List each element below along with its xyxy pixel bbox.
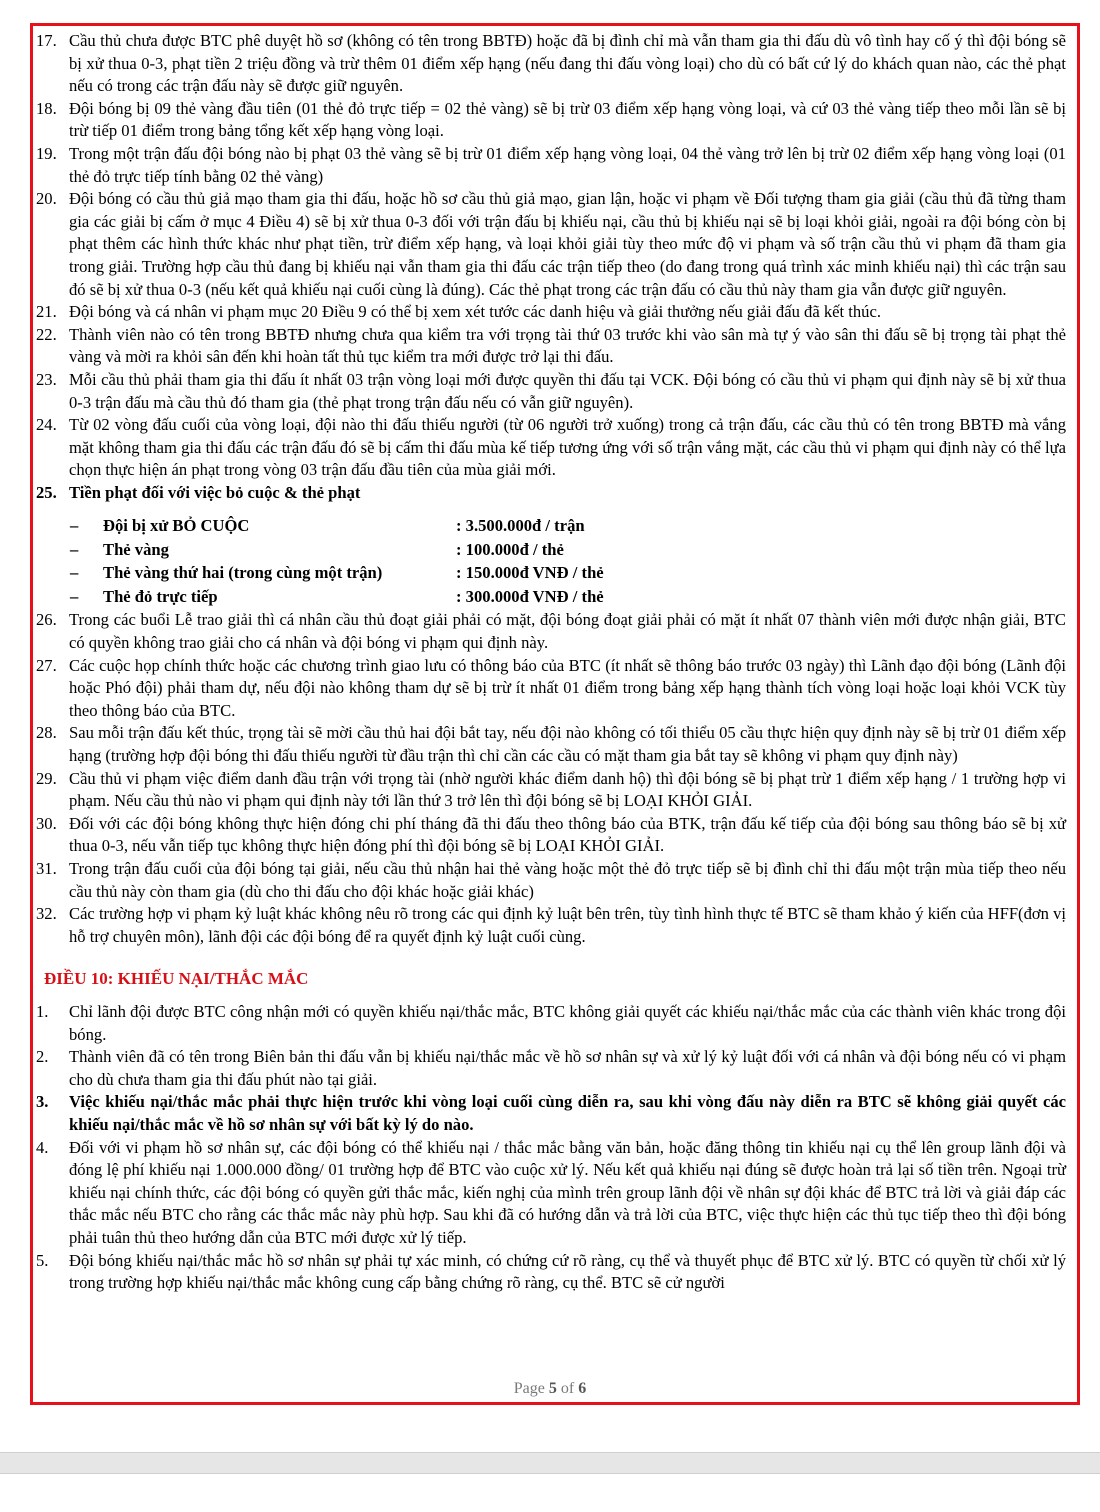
item-text: Chỉ lãnh đội được BTC công nhận mới có quyền khiếu nại/thắc mắc, BTC không giải quyết các khiếu nại/thắc mắc của các thành viên khác trong đội bóng. <box>69 1001 1066 1044</box>
item-number: 21. <box>36 302 57 322</box>
item-text: Đội bóng khiếu nại/thắc mắc hồ sơ nhân sự phải tự xác minh, có chứng cứ rõ ràng, cụ thể và thuyết phục để BTC xử lý. BTC có quyền từ chối xử lý trong trường hợp khiếu nại/thắc mắc không cung cấp bằng chứng rõ ràng, cụ thể. BTC sẽ cử người <box>69 1250 1066 1293</box>
list-item <box>36 98 1066 143</box>
list-item <box>36 414 1066 482</box>
fine-row <box>36 586 1066 610</box>
fine-label: Đội bị xử BỎ CUỘC <box>103 516 250 536</box>
list-item <box>36 1091 1066 1136</box>
item-number: 23. <box>36 369 57 389</box>
item-text: Các trường hợp vi phạm kỷ luật khác không nêu rõ trong các qui định kỷ luật bên trên, tùy tình hình thực tế BTC sẽ tham khảo ý kiến của HFF(đơn vị hỗ trợ chuyên môn), lãnh đội các đội bóng để ra quyết định kỷ luật cuối cùng. <box>69 904 1066 946</box>
item-text: Sau mỗi trận đấu kết thúc, trọng tài sẽ mời cầu thủ hai đội bắt tay, nếu đội nào không có tối thiểu 05 cầu thực hiện quy định này sẽ bị trừ 01 điểm xếp hạng (trường hợp đội bóng thi đấu thiếu người từ đầu trận thì chỉ cần các cầu có mặt tham gia bắt tay sẽ không vi phạm quy định này) <box>69 723 1066 766</box>
item-number: 32. <box>36 904 57 924</box>
item-text: Đối với các đội bóng không thực hiện đóng chi phí tháng đã thi đấu theo thông báo của BTK, trận đấu kế tiếp của đội bóng sau thông báo sẽ bị xử thua 0-3, nếu vẫn tiếp tục không thực hiện đóng phí thì đội bóng sẽ bị LOẠI KHỎI GIẢI. <box>69 813 1066 856</box>
of-word: of <box>560 1380 575 1397</box>
fine-amount: : 100.000đ / thẻ <box>456 539 564 559</box>
fine-label: Thẻ vàng thứ hai (trong cùng một trận) <box>103 563 383 583</box>
item-text: Trong các buổi Lễ trao giải thì cá nhân cầu thủ đoạt giải phải có mặt, đội bóng đoạt giải phải có mặt ít nhất 07 thành viên mới được nhận giải, BTC có quyền không trao giải cho cá nhân và đội bóng vi phạm qui định này. <box>69 610 1066 653</box>
item-text: Thành viên nào có tên trong BBTĐ nhưng chưa qua kiểm tra với trọng tài thứ 03 trước khi vào sân mà tự ý vào sân thi đấu sẽ bị trọng tài phạt thẻ vàng và mời ra khỏi sân đến khi hoàn tất thủ tục kiểm tra mới được trở lại thi đấu. <box>69 324 1066 367</box>
list-item <box>36 609 1066 654</box>
fine-row <box>36 515 1066 539</box>
item-text: Đối với vi phạm hồ sơ nhân sự, các đội bóng có thể khiếu nại / thắc mắc bằng văn bản, hoặc đăng thông tin khiếu nại cụ thể lên group lãnh đội và đóng lệ phí khiếu nại 1.000.000 đồng/ 01 trường hợp để BTC vào cuộc xử lý. Nếu kết quả khiếu nại đúng sẽ được hoàn trả lại số tiền trên. Ngoại trừ khiếu nại chính thức, các đội bóng có quyền gửi thắc mắc, kiến nghị của mình trên group lãnh đội về nhân sự đội khác để BTC trả lời và giải đáp các thắc mắc nếu BTC cho rằng các thắc mắc này phù hợp. Sau khi đã có hướng dẫn và trả lời của BTC, việc thực hiện các thủ tục tiếp theo thì đội bóng phải tuân thủ theo hướng dẫn của BTC mới được xử lý tiếp. <box>69 1137 1066 1247</box>
page-footer <box>0 1380 1100 1398</box>
fine-row <box>36 539 1066 563</box>
page-number: 5 <box>548 1380 557 1397</box>
fine-amount: : 150.000đ VNĐ / thẻ <box>456 563 604 583</box>
item-text: Mỗi cầu thủ phải tham gia thi đấu ít nhất 03 trận vòng loại mới được quyền thi đấu tại VCK. Đội bóng có cầu thủ vi phạm qui định này sẽ bị xử thua 0-3 trận đấu mà cầu thủ đó tham gia (thẻ phạt trong trận đấu nếu có vẫn giữ nguyên). <box>69 369 1066 412</box>
list-item <box>36 324 1066 369</box>
list-item <box>36 1046 1066 1091</box>
item-text: Đội bóng có cầu thủ giả mạo tham gia thi đấu, hoặc hồ sơ cầu thủ giả mạo, gian lận, hoặc vi phạm về Đối tượng tham gia giải (cầu thủ đã từng tham gia các giải bị cấm ở mục 4 Điều 4) sẽ bị xử thua 0-3 đối với trận đấu bị khiếu nại, cầu thủ bị khiếu nại sẽ bị loại khỏi giải, ngoài ra đội bóng còn bị phạt thêm các hình thức khác như phạt tiền, trừ điểm xếp hạng, và loại khỏi giải tùy theo mức độ vi phạm và số trận cầu thủ vi phạm đã tham gia trong giải. Trường hợp cầu thủ đang bị khiếu nại vẫn tham gia thi đấu các trận tiếp theo (do đang trong quá trình xác minh khiếu nại) thì các trận sau đó sẽ bị xử thua 0-3 (nếu kết quả khiếu nại cuối cùng là đúng). Các thẻ phạt trong các trận đấu có cầu thủ này tham gia vẫn được giữ nguyên. <box>69 189 1066 299</box>
item-number: 5. <box>36 1250 49 1270</box>
item-number: 20. <box>36 189 57 209</box>
item-number: 17. <box>36 31 57 50</box>
item-text: Đội bóng và cá nhân vi phạm mục 20 Điều 9 có thể bị xem xét tước các danh hiệu và giải thưởng nếu giải đấu đã kết thúc. <box>69 302 881 322</box>
fine-label: Thẻ vàng <box>103 539 169 559</box>
list-item <box>36 768 1066 813</box>
list-item <box>36 722 1066 767</box>
item-number: 18. <box>36 98 57 118</box>
item-text: Đội bóng bị 09 thẻ vàng đầu tiên (01 thẻ đỏ trực tiếp = 02 thẻ vàng) sẽ bị trừ 03 điểm xếp hạng vòng loại, và cứ 03 thẻ vàng tiếp theo mỗi lần sẽ bị trừ tiếp 01 điểm trong bảng tổng kết xếp hạng vòng loại. <box>69 98 1066 141</box>
item-number: 3. <box>36 1092 49 1112</box>
list-item <box>36 858 1066 903</box>
item-number: 22. <box>36 324 57 344</box>
page-total: 6 <box>578 1380 587 1397</box>
fine-dash: – <box>70 516 79 536</box>
list-item <box>36 30 1066 98</box>
item-text: Trong một trận đấu đội bóng nào bị phạt 03 thẻ vàng sẽ bị trừ 01 điểm xếp hạng vòng loại, 04 thẻ vàng trở lên bị trừ 02 điểm xếp hạng vòng loại (01 thẻ đỏ trực tiếp tính bằng 02 thẻ vàng) <box>69 143 1066 186</box>
fine-amount: : 300.000đ VNĐ / thẻ <box>456 586 604 606</box>
list-item <box>36 188 1066 301</box>
document-body <box>36 30 1066 1295</box>
list-item <box>36 813 1066 858</box>
list-item <box>36 655 1066 723</box>
rules-list-part-1 <box>36 30 1066 504</box>
item-number: 4. <box>36 1137 49 1157</box>
rules-list-part-2 <box>36 609 1066 948</box>
fine-dash: – <box>70 586 79 606</box>
item-number: 28. <box>36 723 57 743</box>
item-text: Các cuộc họp chính thức hoặc các chương trình giao lưu có thông báo của BTC (ít nhất sẽ thông báo trước 03 ngày) thì Lãnh đạo đội bóng (Lãnh đội hoặc Phó đội) phải tham dự, nếu đội nào không tham dự sẽ bị trừ ít nhất 01 điểm trong bảng xếp hạng thành tích vòng loại hoặc loại khỏi VCK tùy theo thông báo của BTC. <box>69 655 1066 720</box>
item-number: 1. <box>36 1001 49 1021</box>
list-item <box>36 1137 1066 1250</box>
list-item <box>36 369 1066 414</box>
fine-row <box>36 562 1066 586</box>
section-title: ĐIỀU 10: KHIẾU NẠI/THẮC MẮC <box>44 969 309 989</box>
item-text: Thành viên đã có tên trong Biên bản thi đấu vẫn bị khiếu nại/thắc mắc về hồ sơ nhân sự và xử lý kỷ luật đối với cá nhân và đội bóng nếu có vi phạm cho dù chưa tham gia thi đấu phút nào tại giải. <box>69 1047 1066 1089</box>
viewer-bottom-bar <box>0 1452 1100 1474</box>
page-word: Page <box>513 1380 545 1397</box>
item-text: Trong trận đấu cuối của đội bóng tại giải, nếu cầu thủ nhận hai thẻ vàng hoặc một thẻ đỏ trực tiếp sẽ bị đình chỉ thi đấu một trận mùa tiếp theo nếu cầu thủ này còn tham gia (dù cho thi đấu cho đội khác hoặc giải khác) <box>69 859 1066 901</box>
item-number: 26. <box>36 610 57 630</box>
item-number: 31. <box>36 859 57 878</box>
list-item <box>36 903 1066 948</box>
fine-amount: : 3.500.000đ / trận <box>456 516 585 536</box>
item-number: 27. <box>36 655 57 675</box>
list-item <box>36 301 1066 324</box>
item-text: Việc khiếu nại/thắc mắc phải thực hiện trước khi vòng loại cuối cùng diễn ra, sau khi vòng đấu này diễn ra BTC sẽ không giải quyết các khiếu nại/thắc mắc về hồ sơ nhân sự với bất kỳ lý do nào. <box>69 1092 1066 1134</box>
item-text: Từ 02 vòng đấu cuối của vòng loại, đội nào thi đấu thiếu người (từ 06 người trở xuống) trong cả trận đấu, các cầu thủ có tên trong BBTĐ mà vắng mặt không tham gia thi đấu các trận đấu đó sẽ bị cấm thi đấu mùa kế tiếp tương ứng với số trận vắng mặt, các cầu thủ vi phạm qui định này có thể lựa chọn thực hiện án phạt trong vòng 03 trận đấu đầu tiên của mùa giải mới. <box>69 415 1066 480</box>
list-item <box>36 143 1066 188</box>
complaints-list <box>36 1001 1066 1295</box>
list-item <box>36 1001 1066 1046</box>
fines-list <box>36 515 1066 609</box>
list-item <box>36 482 1066 505</box>
item-text: Cầu thủ chưa được BTC phê duyệt hồ sơ (không có tên trong BBTĐ) hoặc đã bị đình chỉ mà vẫn tham gia thi đấu dù vô tình hay cố ý thì đội bóng sẽ bị xử thua 0-3, phạt tiền 2 triệu đồng và trừ thêm 01 điểm xếp hạng (nếu đang thi đấu vòng loại) cho dù có bất cứ lý do khách quan nào, các thẻ phạt nếu có trong các trận đấu này sẽ được giữ nguyên. <box>69 31 1066 96</box>
item-text: Tiền phạt đối với việc bỏ cuộc & thẻ phạt <box>69 482 361 502</box>
item-number: 2. <box>36 1047 49 1067</box>
item-number: 24. <box>36 415 57 435</box>
item-number: 25. <box>36 482 57 502</box>
list-item <box>36 1250 1066 1295</box>
item-number: 30. <box>36 813 57 833</box>
fine-label: Thẻ đỏ trực tiếp <box>103 586 218 606</box>
fine-dash: – <box>70 539 79 559</box>
fine-dash: – <box>70 563 79 583</box>
item-number: 19. <box>36 143 57 163</box>
item-number: 29. <box>36 768 57 788</box>
item-text: Cầu thủ vi phạm việc điểm danh đầu trận với trọng tài (nhờ người khác điểm danh hộ) thì đội bóng sẽ bị phạt trừ 1 điểm xếp hạng / 1 trường hợp vi phạm. Nếu cầu thủ nào vi phạm qui định này tới lần thứ 3 trở lên thì đội bóng sẽ bị LOẠI KHỎI GIẢI. <box>69 768 1066 811</box>
